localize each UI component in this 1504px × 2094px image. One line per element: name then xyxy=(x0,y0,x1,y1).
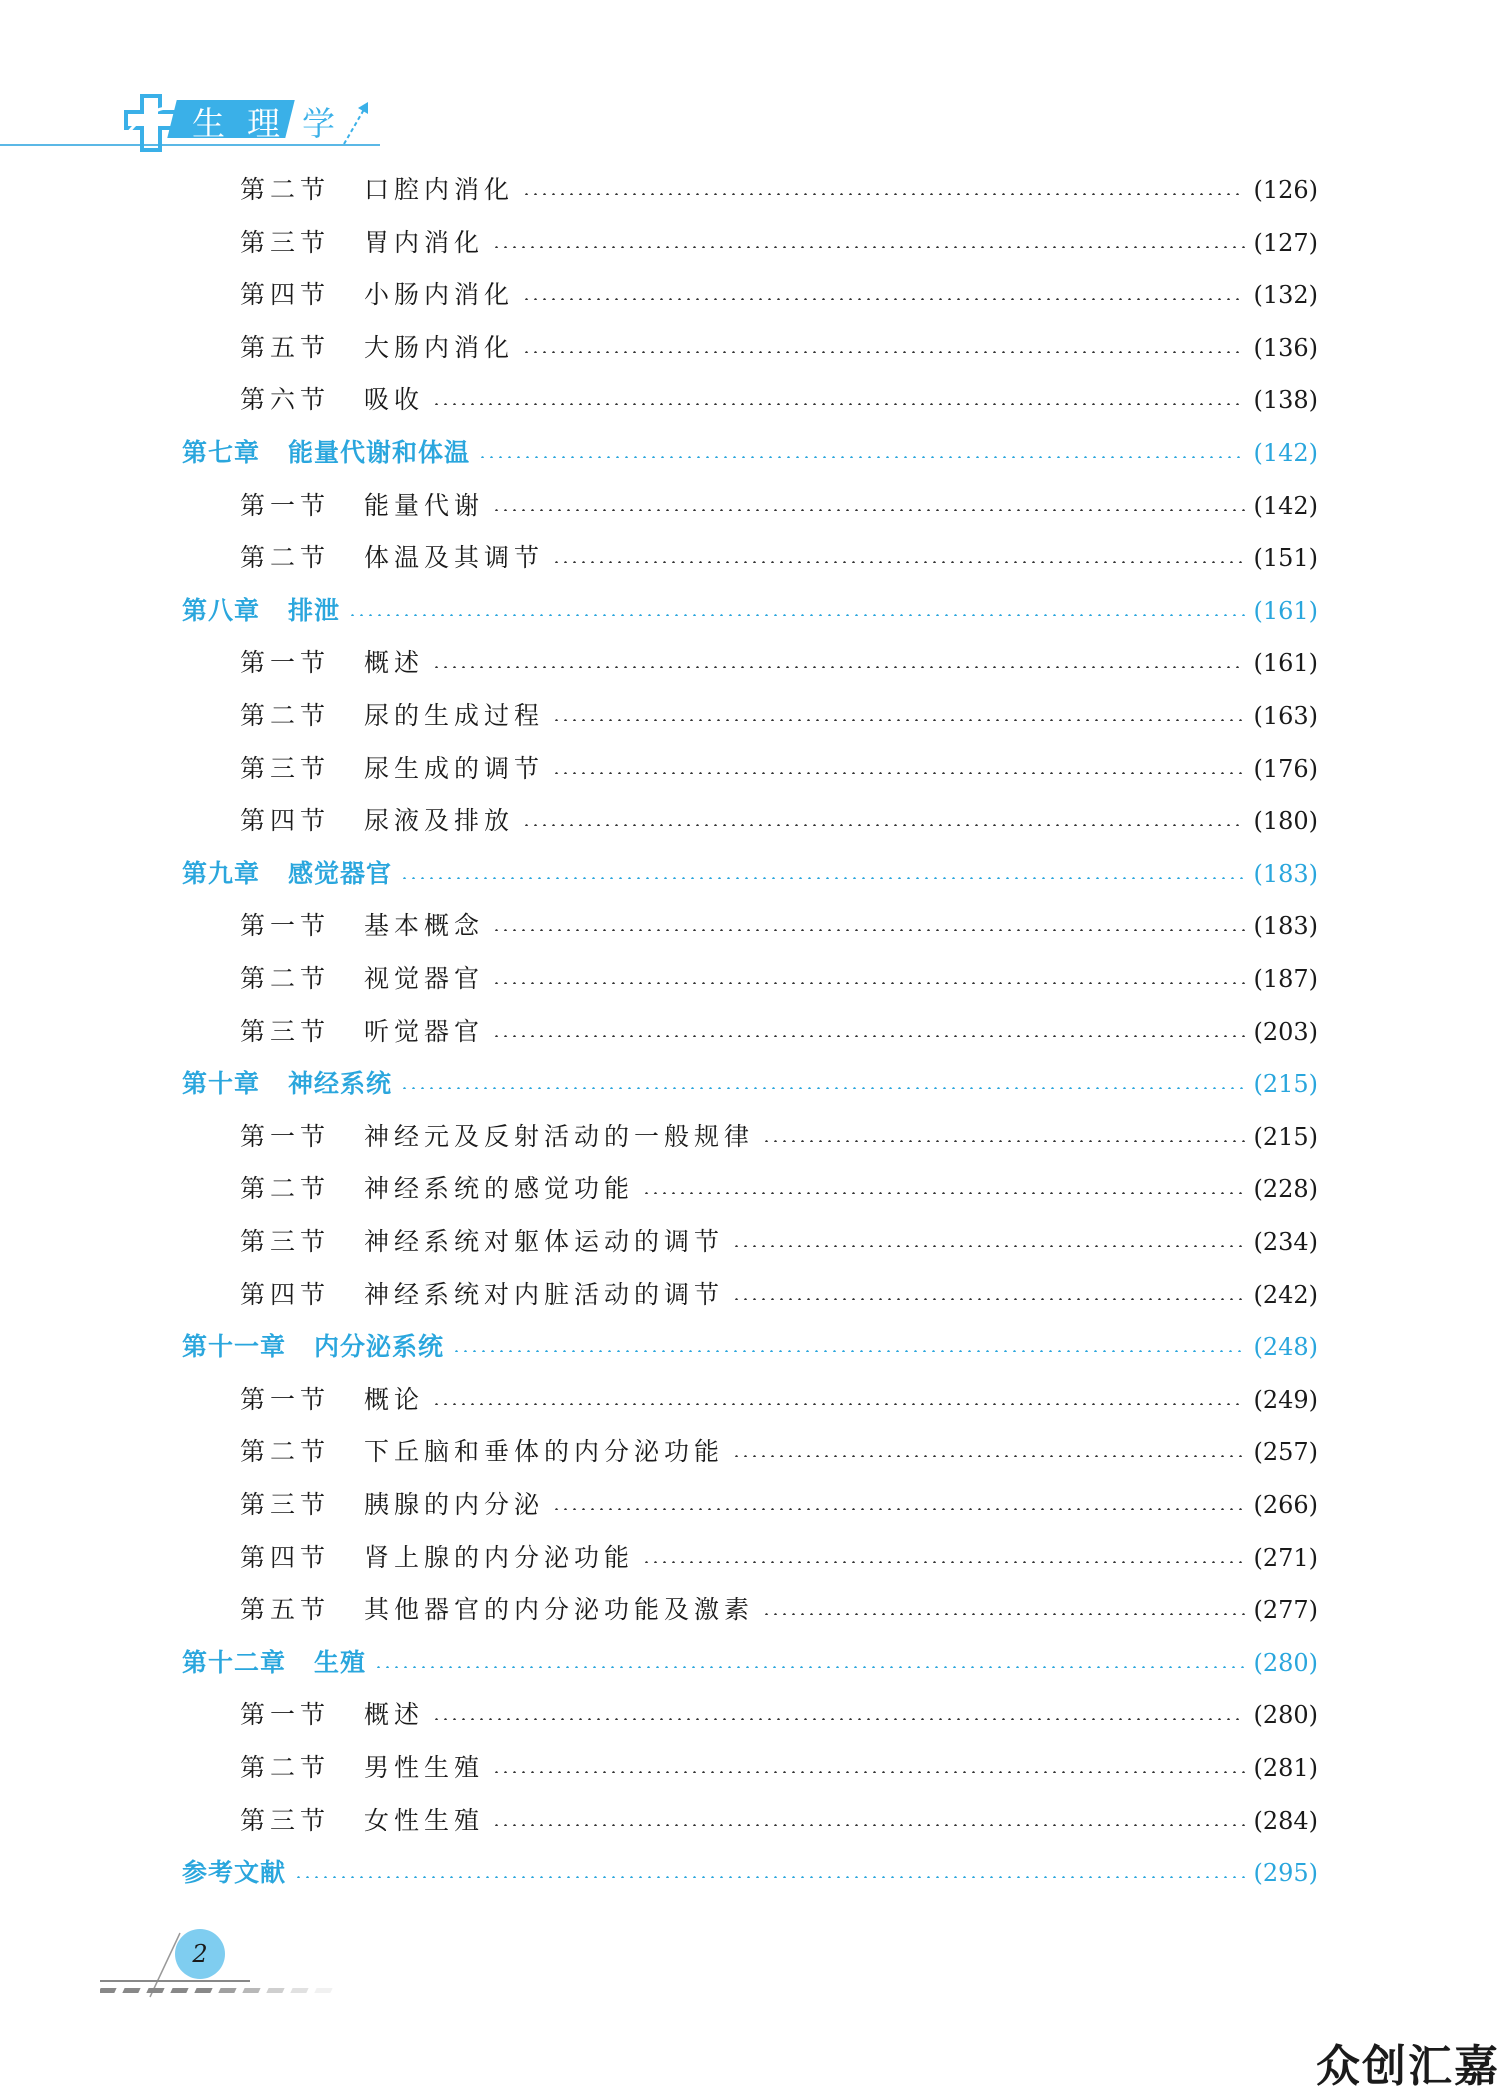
toc-title: 胰腺的内分泌 xyxy=(364,1490,545,1519)
toc-title: 女性生殖 xyxy=(364,1805,485,1835)
dot-leader xyxy=(762,1613,1245,1615)
dot-leader xyxy=(552,772,1245,774)
toc-page-number: (183) xyxy=(1253,859,1318,888)
toc-page-number: (249) xyxy=(1253,1385,1318,1414)
toc-section-row xyxy=(240,1432,1318,1472)
toc-title: 尿生成的调节 xyxy=(364,753,545,783)
toc-title: 下丘脑和垂体的内分泌功能 xyxy=(364,1437,725,1467)
book-header xyxy=(0,92,420,152)
dot-leader xyxy=(492,1824,1245,1826)
toc-page-number: (142) xyxy=(1253,491,1318,520)
toc-title: 神经系统的感觉功能 xyxy=(364,1174,635,1204)
toc-label: 第二节 xyxy=(240,701,331,730)
dot-leader xyxy=(400,877,1245,879)
toc-section-row xyxy=(240,1748,1318,1788)
toc-page-number: (136) xyxy=(1253,333,1318,362)
toc-page-number: (257) xyxy=(1253,1438,1318,1467)
toc-section-row xyxy=(240,1012,1318,1052)
dot-leader xyxy=(492,246,1245,248)
dot-leader xyxy=(522,351,1245,353)
toc-section-row xyxy=(240,223,1318,263)
toc-label: 第二节 xyxy=(240,1174,331,1204)
toc-page-number: (161) xyxy=(1253,596,1318,625)
toc-label: 参考文献 xyxy=(182,1858,287,1888)
toc-chapter-row xyxy=(182,1643,1318,1683)
dot-leader xyxy=(552,1508,1245,1510)
toc-title: 概论 xyxy=(364,1384,425,1414)
toc-title: 感觉器官 xyxy=(288,858,393,888)
toc-section-row xyxy=(240,1538,1318,1578)
toc-title: 小肠内消化 xyxy=(364,280,515,310)
toc-page-number: (242) xyxy=(1253,1280,1318,1309)
toc-page-number: (271) xyxy=(1253,1543,1318,1572)
toc-section-row xyxy=(240,1695,1318,1735)
toc-section-row xyxy=(240,696,1318,736)
toc-section-row xyxy=(240,1117,1318,1157)
toc-title: 肾上腺的内分泌功能 xyxy=(364,1542,635,1572)
toc-section-row xyxy=(240,959,1318,999)
toc-title: 基本概念 xyxy=(364,911,485,941)
toc-label: 第三节 xyxy=(240,1490,331,1519)
toc-page-number: (295) xyxy=(1253,1859,1318,1888)
toc-label: 第七章 xyxy=(182,438,261,467)
toc-label: 第三节 xyxy=(240,753,331,783)
toc-page-number: (132) xyxy=(1253,281,1318,310)
toc-chapter-row xyxy=(182,1853,1318,1893)
toc-title: 神经系统对内脏活动的调节 xyxy=(364,1279,725,1309)
toc-section-row xyxy=(240,1590,1318,1630)
dot-leader xyxy=(432,666,1245,668)
toc-page-number: (142) xyxy=(1253,439,1318,467)
toc-page-number: (203) xyxy=(1253,1017,1318,1046)
toc-page-number: (180) xyxy=(1253,807,1318,836)
toc-page-number: (176) xyxy=(1253,754,1318,783)
toc-section-row xyxy=(240,643,1318,683)
toc-chapter-row xyxy=(182,591,1318,631)
dot-leader xyxy=(552,719,1245,721)
toc-title: 男性生殖 xyxy=(364,1753,485,1782)
toc-label: 第三节 xyxy=(240,1016,331,1046)
toc-section-row xyxy=(240,1485,1318,1525)
toc-label: 第十二章 xyxy=(182,1647,287,1677)
toc-title: 尿液及排放 xyxy=(364,806,515,836)
toc-title: 排泄 xyxy=(288,595,341,625)
toc-label: 第八章 xyxy=(182,595,261,625)
toc-chapter-row xyxy=(182,1064,1318,1104)
footer-stripe-deco xyxy=(100,1925,420,2000)
toc-chapter-row xyxy=(182,1327,1318,1367)
toc-label: 第三节 xyxy=(240,1227,331,1256)
toc-page-number: (281) xyxy=(1253,1754,1318,1782)
book-title: 生理学 xyxy=(192,104,357,143)
dot-leader xyxy=(294,1876,1245,1878)
toc-label: 第三节 xyxy=(240,227,331,257)
toc-title: 大肠内消化 xyxy=(364,332,515,362)
toc-page-number: (127) xyxy=(1253,228,1318,257)
dot-leader xyxy=(552,561,1245,563)
toc-label: 第五节 xyxy=(240,332,331,362)
toc-section-row xyxy=(240,170,1318,210)
toc-title: 吸收 xyxy=(364,385,425,415)
toc-page-number: (248) xyxy=(1253,1333,1318,1362)
dot-leader xyxy=(732,1245,1245,1247)
toc-page-number: (187) xyxy=(1253,965,1318,993)
toc-page-number: (280) xyxy=(1253,1701,1318,1730)
toc-section-row xyxy=(240,1380,1318,1420)
dot-leader xyxy=(732,1298,1245,1300)
toc-section-row xyxy=(240,486,1318,526)
toc-label: 第二节 xyxy=(240,964,331,993)
page-number: 2 xyxy=(175,1929,225,1979)
dot-leader xyxy=(492,1035,1245,1037)
dot-leader xyxy=(642,1561,1245,1563)
dot-leader xyxy=(348,614,1245,616)
toc-label: 第二节 xyxy=(240,1437,331,1467)
dot-leader xyxy=(522,193,1245,195)
dot-leader xyxy=(432,403,1245,405)
toc-page-number: (151) xyxy=(1253,544,1318,573)
dot-leader xyxy=(732,1455,1245,1457)
toc-page-number: (284) xyxy=(1253,1806,1318,1835)
toc-page-number: (228) xyxy=(1253,1175,1318,1204)
toc-label: 第四节 xyxy=(240,1279,331,1309)
toc-section-row xyxy=(240,380,1318,420)
toc-page-number: (126) xyxy=(1253,176,1318,204)
dot-leader xyxy=(492,982,1245,984)
toc-title: 其他器官的内分泌功能及激素 xyxy=(364,1595,755,1625)
toc-label: 第五节 xyxy=(240,1595,331,1625)
toc-section-row xyxy=(240,538,1318,578)
dot-leader xyxy=(762,1140,1245,1142)
toc-label: 第四节 xyxy=(240,280,331,310)
toc-section-row xyxy=(240,1275,1318,1315)
dot-leader xyxy=(492,929,1245,931)
toc-page-number: (234) xyxy=(1253,1228,1318,1256)
toc-section-row xyxy=(240,1222,1318,1262)
toc-page-number: (183) xyxy=(1253,912,1318,941)
toc-label: 第一节 xyxy=(240,490,331,520)
toc-label: 第一节 xyxy=(240,1384,331,1414)
toc-title: 神经系统对躯体运动的调节 xyxy=(364,1227,725,1256)
toc-label: 第一节 xyxy=(240,1700,331,1730)
dot-leader xyxy=(492,509,1245,511)
toc-title: 概述 xyxy=(364,1700,425,1730)
toc-section-row xyxy=(240,906,1318,946)
toc-label: 第三节 xyxy=(240,1805,331,1835)
toc-title: 能量代谢 xyxy=(364,490,485,520)
toc-label: 第十章 xyxy=(182,1069,261,1099)
toc-section-row xyxy=(240,1169,1318,1209)
dot-leader xyxy=(492,1771,1245,1773)
toc-label: 第一节 xyxy=(240,911,331,941)
toc-title: 神经系统 xyxy=(288,1069,393,1099)
dot-leader xyxy=(642,1192,1245,1194)
toc-title: 神经元及反射活动的一般规律 xyxy=(364,1121,755,1151)
toc-label: 第二节 xyxy=(240,1753,331,1782)
watermark-text: 众创汇嘉 xyxy=(1316,2041,1500,2092)
toc-label: 第十一章 xyxy=(182,1332,287,1362)
toc-chapter-row xyxy=(182,854,1318,894)
dot-leader xyxy=(374,1666,1245,1668)
toc-page-number: (215) xyxy=(1253,1122,1318,1151)
toc-title: 胃内消化 xyxy=(364,227,485,257)
toc-label: 第四节 xyxy=(240,1542,331,1572)
toc-chapter-row xyxy=(182,433,1318,473)
toc-label: 第九章 xyxy=(182,858,261,888)
toc-label: 第一节 xyxy=(240,1121,331,1151)
toc-title: 听觉器官 xyxy=(364,1016,485,1046)
dot-leader xyxy=(432,1718,1245,1720)
toc-label: 第二节 xyxy=(240,543,331,573)
toc-title: 尿的生成过程 xyxy=(364,701,545,730)
toc-page-number: (138) xyxy=(1253,386,1318,415)
toc-section-row xyxy=(240,1801,1318,1841)
dot-leader xyxy=(478,456,1245,458)
dot-leader xyxy=(452,1350,1245,1352)
toc-section-row xyxy=(240,749,1318,789)
toc-section-row xyxy=(240,801,1318,841)
toc-section-row xyxy=(240,275,1318,315)
toc-page-number: (277) xyxy=(1253,1596,1318,1625)
toc-page-number: (280) xyxy=(1253,1648,1318,1677)
toc-label: 第二节 xyxy=(240,175,331,204)
toc-title: 口腔内消化 xyxy=(364,175,515,204)
toc-title: 能量代谢和体温 xyxy=(288,438,471,467)
toc-title: 生殖 xyxy=(314,1647,367,1677)
toc-page-number: (163) xyxy=(1253,702,1318,730)
dot-leader xyxy=(522,824,1245,826)
toc-title: 概述 xyxy=(364,648,425,678)
dot-leader xyxy=(522,298,1245,300)
toc-label: 第四节 xyxy=(240,806,331,836)
arrow-deco-icon xyxy=(340,100,400,148)
toc-page-number: (161) xyxy=(1253,649,1318,678)
dot-leader xyxy=(400,1087,1245,1089)
toc-title: 体温及其调节 xyxy=(364,543,545,573)
toc-title: 视觉器官 xyxy=(364,964,485,993)
toc-section-row xyxy=(240,328,1318,368)
toc-label: 第六节 xyxy=(240,385,331,415)
toc-page-number: (215) xyxy=(1253,1070,1318,1099)
toc-label: 第一节 xyxy=(240,648,331,678)
toc-title: 内分泌系统 xyxy=(314,1332,445,1362)
dot-leader xyxy=(432,1403,1245,1405)
toc-page-number: (266) xyxy=(1253,1491,1318,1519)
